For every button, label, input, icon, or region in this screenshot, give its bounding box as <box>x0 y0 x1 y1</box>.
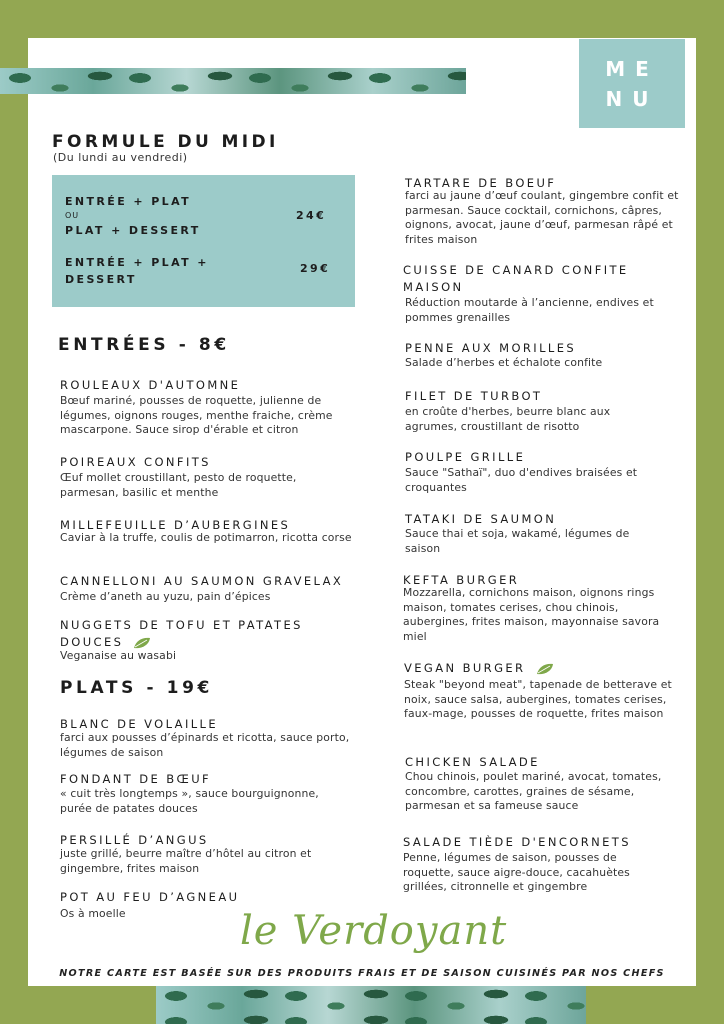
plat-item-desc: Chou chinois, poulet mariné, avocat, tomates, concombre, carottes, graines de sésame, parmesan et sa fameuse sauce <box>405 770 662 813</box>
plat-item-title: FONDANT DE BŒUF <box>60 772 212 786</box>
plat-item-title: POULPE GRILLE <box>405 450 526 464</box>
plat-item-desc: farci aux pousses d’épinards et ricotta, sauce porto, légumes de saison <box>60 731 350 759</box>
entree-item-desc: Œuf mollet croustillant, pesto de roquette, parmesan, basilic et menthe <box>60 471 297 499</box>
plat-item-desc: farci au jaune d’œuf coulant, gingembre confit et parmesan. Sauce cocktail, cornichons, câpres, oignons, avocat, jaune d’œuf, parmesan râpé et frites maison <box>405 189 679 246</box>
plat-item-desc: Salade d’herbes et échalote confite <box>405 356 603 369</box>
plat-item-desc: Réduction moutarde à l’ancienne, endives et pommes grenailles <box>405 296 654 324</box>
entree-item-desc: Crème d’aneth au yuzu, pain d’épices <box>60 590 271 603</box>
plat-item-desc: Penne, légumes de saison, pousses de roquette, sauce aigre-douce, cacahuètes grillées, citronnelle et gingembre <box>403 851 630 894</box>
plat-item-title: POT AU FEU D’AGNEAU <box>60 890 240 904</box>
entree-item-title-line2: DOUCES <box>60 635 124 649</box>
formule-option2-price: 29€ <box>300 262 331 275</box>
plat-item-title: PENNE AUX MORILLES <box>405 341 577 355</box>
plat-item-title: CHICKEN SALADE <box>405 755 540 769</box>
formule-option1-price: 24€ <box>296 209 327 222</box>
plat-item-desc: Sauce thai et soja, wakamé, légumes de saison <box>405 527 630 555</box>
plat-item-title-row <box>404 661 554 675</box>
formule-subtitle: (Du lundi au vendredi) <box>53 151 188 164</box>
leaf-decoration-bottom <box>156 986 586 1024</box>
formule-option1-line2: PLAT + DESSERT <box>65 224 201 237</box>
plat-item-title: TARTARE DE BOEUF <box>405 176 557 190</box>
formule-option1-line1: ENTRÉE + PLAT <box>65 195 192 208</box>
restaurant-logo: le Verdoyant <box>240 908 508 954</box>
plat-item-title: CUISSE DE CANARD CONFITE <box>403 263 629 277</box>
entree-item-title-cont <box>60 635 151 649</box>
plat-item-desc: juste grillé, beurre maître d’hôtel au citron et gingembre, frites maison <box>60 847 312 875</box>
entree-item-title: MILLEFEUILLE D’AUBERGINES <box>60 518 291 532</box>
vegan-leaf-icon <box>536 663 554 675</box>
plat-item-title: KEFTA BURGER <box>403 573 520 587</box>
formule-option1-or: OU <box>65 211 80 220</box>
entree-item-title: CANNELLONI AU SAUMON GRAVELAX <box>60 574 344 588</box>
plat-item-desc: « cuit très longtemps », sauce bourguignonne, purée de patates douces <box>60 787 319 815</box>
plat-item-title-line2: MAISON <box>403 280 464 294</box>
plat-item-desc: Os à moelle <box>60 907 126 920</box>
entree-item-desc: Bœuf mariné, pousses de roquette, julienne de légumes, oignons rouges, menthe fraiche, crème mascarpone. Sauce sirop d'érable et citron <box>60 394 333 437</box>
entree-item-title: POIREAUX CONFITS <box>60 455 211 469</box>
menu-label-line1: ME <box>605 57 659 81</box>
formule-option2-line2: DESSERT <box>65 273 137 286</box>
entrees-title: ENTRÉES - 8€ <box>58 335 230 355</box>
formule-title: FORMULE DU MIDI <box>52 132 279 152</box>
plat-item-title: FILET DE TURBOT <box>405 389 543 403</box>
menu-label-box <box>579 39 685 128</box>
plat-item-desc: Steak "beyond meat", tapenade de betterave et noix, sauce salsa, aubergines, tomates cerises, faux-mage, pousses de roquette, frites maison <box>404 678 672 721</box>
vegan-leaf-icon <box>133 637 151 649</box>
formule-option2-line1: ENTRÉE + PLAT + <box>65 256 209 269</box>
plat-item-desc: Sauce "Sathaï", duo d'endives braisées et croquantes <box>405 466 638 494</box>
entree-item-desc: Veganaise au wasabi <box>60 649 177 662</box>
plat-item-title: BLANC DE VOLAILLE <box>60 717 219 731</box>
entree-item-desc: Caviar à la truffe, coulis de potimarron, ricotta corse <box>60 531 352 544</box>
plat-item-title: TATAKI DE SAUMON <box>405 512 557 526</box>
plat-item-title: SALADE TIÈDE D'ENCORNETS <box>403 835 631 849</box>
entree-item-title: ROULEAUX D'AUTOMNE <box>60 378 241 392</box>
plats-title: PLATS - 19€ <box>60 678 213 698</box>
plat-item-title: PERSILLÉ D’ANGUS <box>60 833 209 847</box>
vegan-burger-title: VEGAN BURGER <box>404 661 526 675</box>
leaf-decoration-top <box>0 68 466 94</box>
formule-box <box>52 175 355 307</box>
menu-label-line2: NU <box>605 87 659 111</box>
plat-item-desc: Mozzarella, cornichons maison, oignons rings maison, tomates cerises, chou chinois, aubergines, frites maison, mayonnaise savora miel <box>403 586 660 643</box>
entree-item-title: NUGGETS DE TOFU ET PATATES <box>60 618 303 632</box>
footer-note: NOTRE CARTE EST BASÉE SUR DES PRODUITS FRAIS ET DE SAISON CUISINÉS PAR NOS CHEFS <box>59 968 665 979</box>
plat-item-desc: en croûte d'herbes, beurre blanc aux agrumes, croustillant de risotto <box>405 405 611 433</box>
